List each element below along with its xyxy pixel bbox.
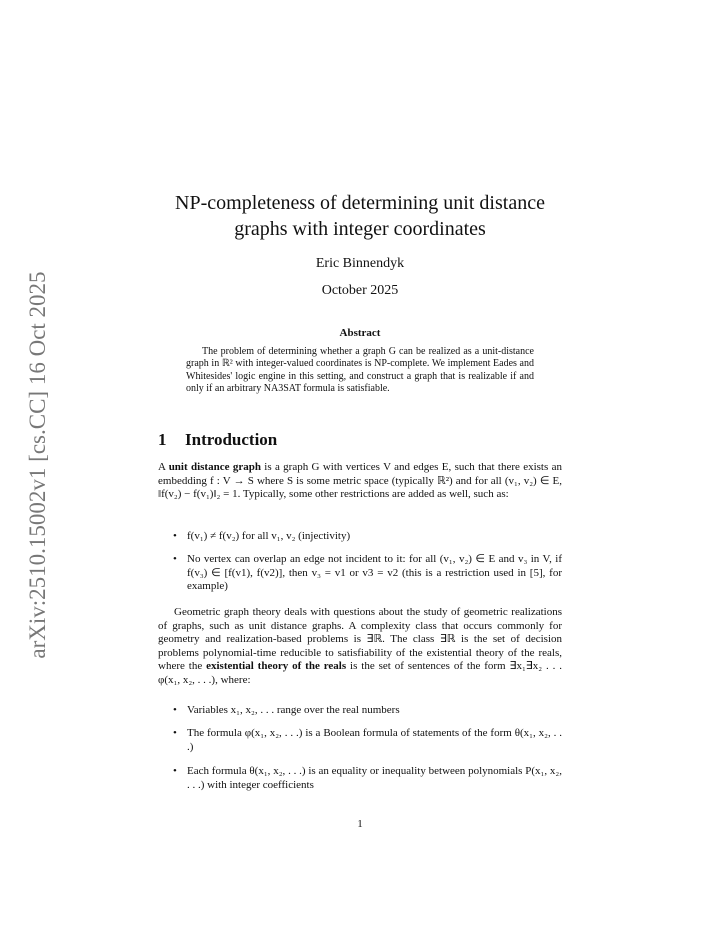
- list-item: Each formula θ(x₁, x₂, . . .) is an equality or inequality between polynomials P(x₁, x₂, . . .) with integer coefficients: [187, 765, 562, 791]
- arxiv-identifier: arXiv:2510.15002v1 [cs.CC] 16 Oct 2025: [25, 271, 50, 659]
- list-item: No vertex can overlap an edge not incident to it: for all (v₁, v₂) ∈ E and v₃ in V, if f(v₃) ∈ [f(v1), f(v2)], then v₃ = v1 or v3 = v2 (this is a restriction used in [5], for example): [187, 553, 562, 592]
- section-title: Introduction: [185, 430, 278, 449]
- bullet-icon: •: [173, 727, 177, 739]
- author: Eric Binnendyk: [315, 256, 405, 271]
- defined-term: existential theory of the reals: [206, 660, 347, 672]
- text-run: A: [158, 461, 169, 473]
- section-heading: [158, 430, 277, 450]
- list-item: Variables x₁, x₂, . . . range over the real numbers: [187, 704, 400, 716]
- bullet-icon: •: [173, 530, 177, 542]
- abstract-text: The problem of determining whether a graph G can be realized as a unit-distance graph in ℝ² with integer-valued coordinates is NP-complete. We implement Eades and Whitesides' logic engine in this setting, and construct a graph that is realizable if and only if an arbitrary NA3SAT formula is satisfiable.: [186, 346, 534, 394]
- list-item: The formula φ(x₁, x₂, . . .) is a Boolean formula of statements of the form θ(x₁, x₂, . . .): [187, 727, 562, 753]
- title-line: graphs with integer coordinates: [234, 218, 486, 240]
- paper-title: [158, 190, 562, 242]
- text-run: is a graph G with vertices V and edges E, such that there exists an embedding f : V → S where S is some metric space (typically ℝ²) and for all (v₁, v₂) ∈ E, ‖f(v₂) − f(v₁)‖₂ = 1. Typically, some other restrictions are added as well, such as:: [158, 461, 562, 500]
- bullet-icon: •: [173, 553, 177, 565]
- list-item: f(v₁) ≠ f(v₂) for all v₁, v₂ (injectivity): [187, 530, 351, 542]
- date: October 2025: [321, 283, 399, 298]
- text-run: Geometric graph theory deals with questions about the study of geometric realizations of graphs, such as unit distance graphs. A complexity class that occurs commonly for geometry and realization-based problems is ∃ℝ. The class ∃ℝ is the set of decision problems polynomial-time reducible to satisfiability of the existential theory of the reals, where the: [158, 606, 562, 672]
- bullet-icon: •: [173, 765, 177, 777]
- text-run: is the set of sentences of the form ∃x₁∃x₂ . . . φ(x₁, x₂, . . .), where:: [158, 660, 563, 686]
- section-number: 1: [158, 430, 167, 449]
- intro-paragraph: [158, 461, 562, 502]
- title-line: NP-completeness of determining unit distance: [175, 192, 545, 214]
- paragraph: [158, 606, 562, 687]
- page-number: 1: [357, 818, 363, 830]
- defined-term: unit distance graph: [168, 461, 261, 473]
- abstract-heading: Abstract: [339, 327, 381, 339]
- bullet-icon: •: [173, 704, 177, 716]
